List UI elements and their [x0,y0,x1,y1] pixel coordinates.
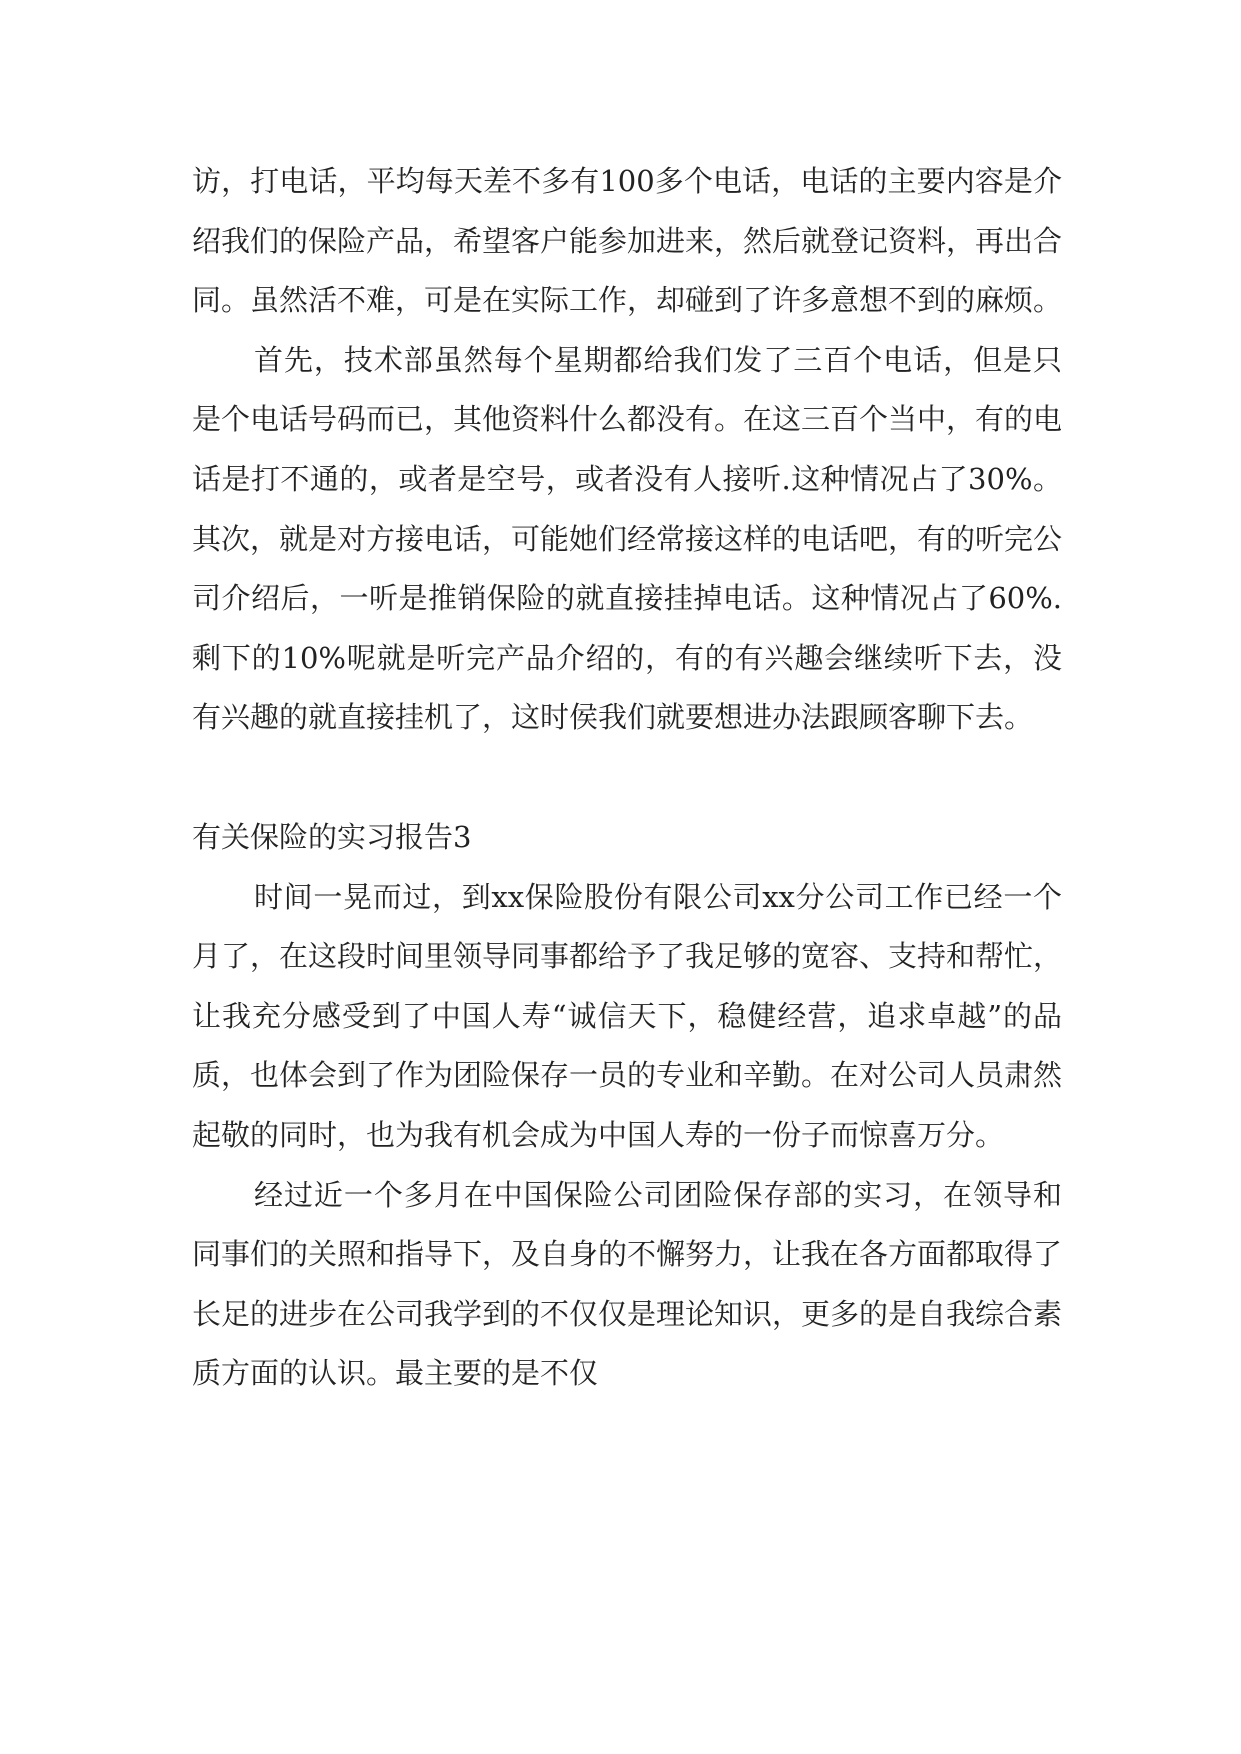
paragraph-phone-statistics: 首先，技术部虽然每个星期都给我们发了三百个电话，但是只是个电话号码而已，其他资料什么都没有。在这三百个当中，有的电话是打不通的，或者是空号，或者没有人接听.这种情况占了30%。其次，就是对方接电话，可能她们经常接这样的电话吧，有的听完公司介绍后，一听是推销保险的就直接挂掉电话。这种情况占了60%.剩下的10%呢就是听完产品介绍的，有的有兴趣会继续听下去，没有兴趣的就直接挂机了，这时侯我们就要想进办法跟顾客聊下去。 [192,342,1063,735]
document-body [192,152,1062,1404]
section-title: 有关保险的实习报告3 [192,819,472,854]
paragraph-continued: 访，打电话，平均每天差不多有100多个电话，电话的主要内容是介绍我们的保险产品，希望客户能参加进来，然后就登记资料，再出合同。虽然活不难，可是在实际工作，却碰到了许多意想不到的麻烦。 [192,164,1063,318]
paragraph-internship-intro: 时间一晃而过，到xx保险股份有限公司xx分公司工作已经一个月了，在这段时间里领导同事都给予了我足够的宽容、支持和帮忙，让我充分感受到了中国人寿“诚信天下，稳健经营，追求卓越”的品质，也体会到了作为团险保存一员的专业和辛勤。在对公司人员肃然起敬的同时，也为我有机会成为中国人寿的一份子而惊喜万分。 [192,879,1063,1152]
paragraph-internship-progress: 经过近一个多月在中国保险公司团险保存部的实习，在领导和同事们的关照和指导下，及自身的不懈努力，让我在各方面都取得了长足的进步在公司我学到的不仅仅是理论知识，更多的是自我综合素质方面的认识。最主要的是不仅 [192,1177,1063,1391]
section-gap [192,748,1062,808]
